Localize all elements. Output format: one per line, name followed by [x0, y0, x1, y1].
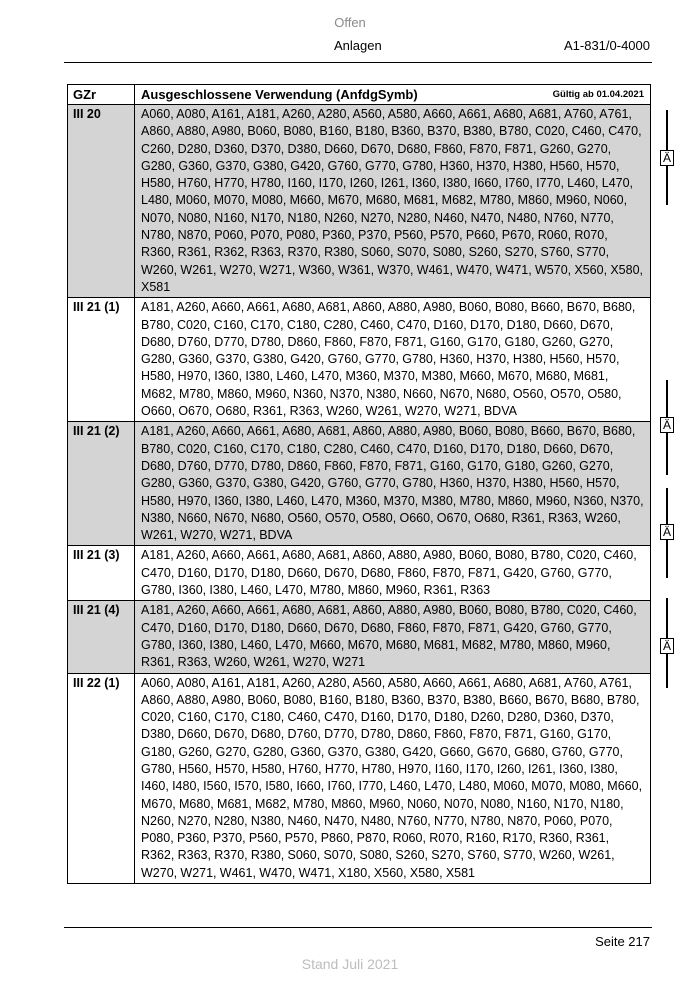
change-marker-label: Ä: [660, 524, 674, 540]
footer-divider: [64, 927, 652, 928]
codes-cell: A060, A080, A161, A181, A260, A280, A560, A580, A660, A661, A680, A681, A760, A761, A860, A880, A980, B060, B080, B160, B180, B360, B370, B380, B780, C020, C460, C470, C260, D280, D360, D370, D380, D660, D670, D680, F860, F870, F871, G260, G270, G280, G360, G370, G380, G420, G760, G770, G780, H360, H370, H380, H560, H570, H580, H760, H770, H780, I160, I170, I260, I261, I360, I380, I660, I760, I770, L460, L470, L480, M060, M070, M080, M660, M670, M680, M681, M682, M780, M860, M960, N060, N070, N080, N160, N170, N180, N260, N270, N280, N460, N470, N480, N760, N770, N780, N870, P060, P070, P080, P360, P370, P560, P570, P660, P670, R060, R070, R360, R361, R362, R363, R370, R380, S060, S070, S080, S260, S270, S760, S770, W260, W261, W270, W271, W360, W361, W370, W461, W470, W471, W570, X560, X580, X581: [135, 105, 651, 298]
change-marker: [660, 598, 674, 688]
gzr-cell: III 20: [68, 105, 135, 298]
codes-cell: A181, A260, A660, A661, A680, A681, A860, A880, A980, B060, B080, B660, B670, B680, B780, C020, C160, C170, C180, C280, C460, C470, D160, D170, D180, D660, D670, D680, D760, D770, D780, D860, F860, F870, F871, G160, G170, G180, G260, G270, G280, G360, G370, G380, G420, G760, G770, G780, H360, H370, H380, H560, H570, H580, H970, I360, I380, L460, L470, M360, M370, M380, M780, M860, M960, N360, N370, N380, N660, N670, N680, O560, O570, O580, O660, O670, O680, R361, R363, W260, W261, W270, W271, BDVA: [135, 422, 651, 546]
valid-from-label: Gültig ab 01.04.2021: [552, 89, 644, 100]
header-divider: [64, 62, 652, 63]
codes-cell: A181, A260, A660, A661, A680, A681, A860, A880, A980, B060, B080, B660, B670, B680, B780, C020, C160, C170, C180, C280, C460, C470, D160, D170, D180, D660, D670, D680, D760, D770, D780, D860, F860, F870, F871, G160, G170, G180, G260, G270, G280, G360, G370, G380, G420, G760, G770, G780, H360, H370, H380, H560, H570, H580, H970, I360, I380, L460, L470, M360, M370, M380, M660, M670, M680, M681, M682, M780, M860, M960, N360, N370, N380, N660, N670, N680, O560, O570, O580, O660, O670, O680, R361, R363, W260, W261, W270, W271, BDVA: [135, 298, 651, 422]
table-row: [68, 601, 651, 673]
column-header-gzr: GZr: [68, 85, 135, 105]
revision-stand: Stand Juli 2021: [301, 956, 399, 972]
document-number: A1-831/0-4000: [563, 38, 650, 53]
change-marker: [660, 110, 674, 205]
exclusion-table: [67, 84, 651, 884]
column-header-usage-label: Ausgeschlossene Verwendung (AnfdgSymb): [141, 87, 418, 102]
column-header-usage: [135, 85, 651, 105]
gzr-cell: III 21 (2): [68, 422, 135, 546]
change-marker-label: Ä: [660, 150, 674, 166]
codes-cell: A181, A260, A660, A661, A680, A681, A860, A880, A980, B060, B080, B780, C020, C460, C470, D160, D170, D180, D660, D670, D680, F860, F870, F871, G420, G760, G770, G780, I360, I380, L460, L470, M780, M860, M960, R361, R363: [135, 546, 651, 601]
table-row: [68, 298, 651, 422]
change-marker: [660, 380, 674, 475]
gzr-cell: III 21 (1): [68, 298, 135, 422]
change-marker-label: Ä: [660, 417, 674, 433]
table-header-row: [68, 85, 651, 105]
gzr-cell: III 21 (3): [68, 546, 135, 601]
classification-label: Offen: [334, 15, 366, 30]
gzr-cell: III 22 (1): [68, 673, 135, 884]
change-marker: [660, 488, 674, 578]
codes-cell: A181, A260, A660, A661, A680, A681, A860, A880, A980, B060, B080, B780, C020, C460, C470, D160, D170, D180, D660, D670, D680, F860, F870, F871, G420, G760, G770, G780, I360, I380, L460, L470, M660, M670, M680, M681, M682, M780, M860, M960, R361, R363, W260, W261, W270, W271: [135, 601, 651, 673]
codes-cell: A060, A080, A161, A181, A260, A280, A560, A580, A660, A661, A680, A681, A760, A761, A860, A880, A980, B060, B080, B160, B180, B360, B370, B380, B660, B670, B680, B780, C020, C160, C170, C180, C460, C470, D160, D170, D180, D260, D280, D360, D370, D380, D660, D670, D680, D760, D770, D780, D860, F860, F870, F871, G160, G170, G180, G260, G270, G280, G360, G370, G380, G420, G660, G670, G680, G760, G770, G780, H560, H570, H580, H760, H770, H780, H970, I160, I170, I260, I261, I360, I380, I460, I480, I560, I570, I580, I660, I760, I770, L460, L470, L480, M060, M070, M080, M660, M670, M680, M681, M682, M780, M860, M960, N060, N070, N080, N160, N170, N180, N260, N270, N280, N380, N460, N470, N480, N760, N770, N780, N870, P060, P070, P080, P360, P370, P560, P570, P860, P870, R060, R070, R160, R170, R360, R361, R362, R363, R370, R380, S060, S070, S080, S260, S270, S760, S770, W260, W261, W270, W271, W461, W470, W471, X180, X560, X580, X581: [135, 673, 651, 884]
table-row: [68, 673, 651, 884]
page-number: Seite 217: [595, 934, 650, 949]
table-row: [68, 105, 651, 298]
table-row: [68, 546, 651, 601]
gzr-cell: III 21 (4): [68, 601, 135, 673]
table-row: [68, 422, 651, 546]
change-marker-label: Ä: [660, 638, 674, 654]
section-title: Anlagen: [334, 38, 382, 53]
